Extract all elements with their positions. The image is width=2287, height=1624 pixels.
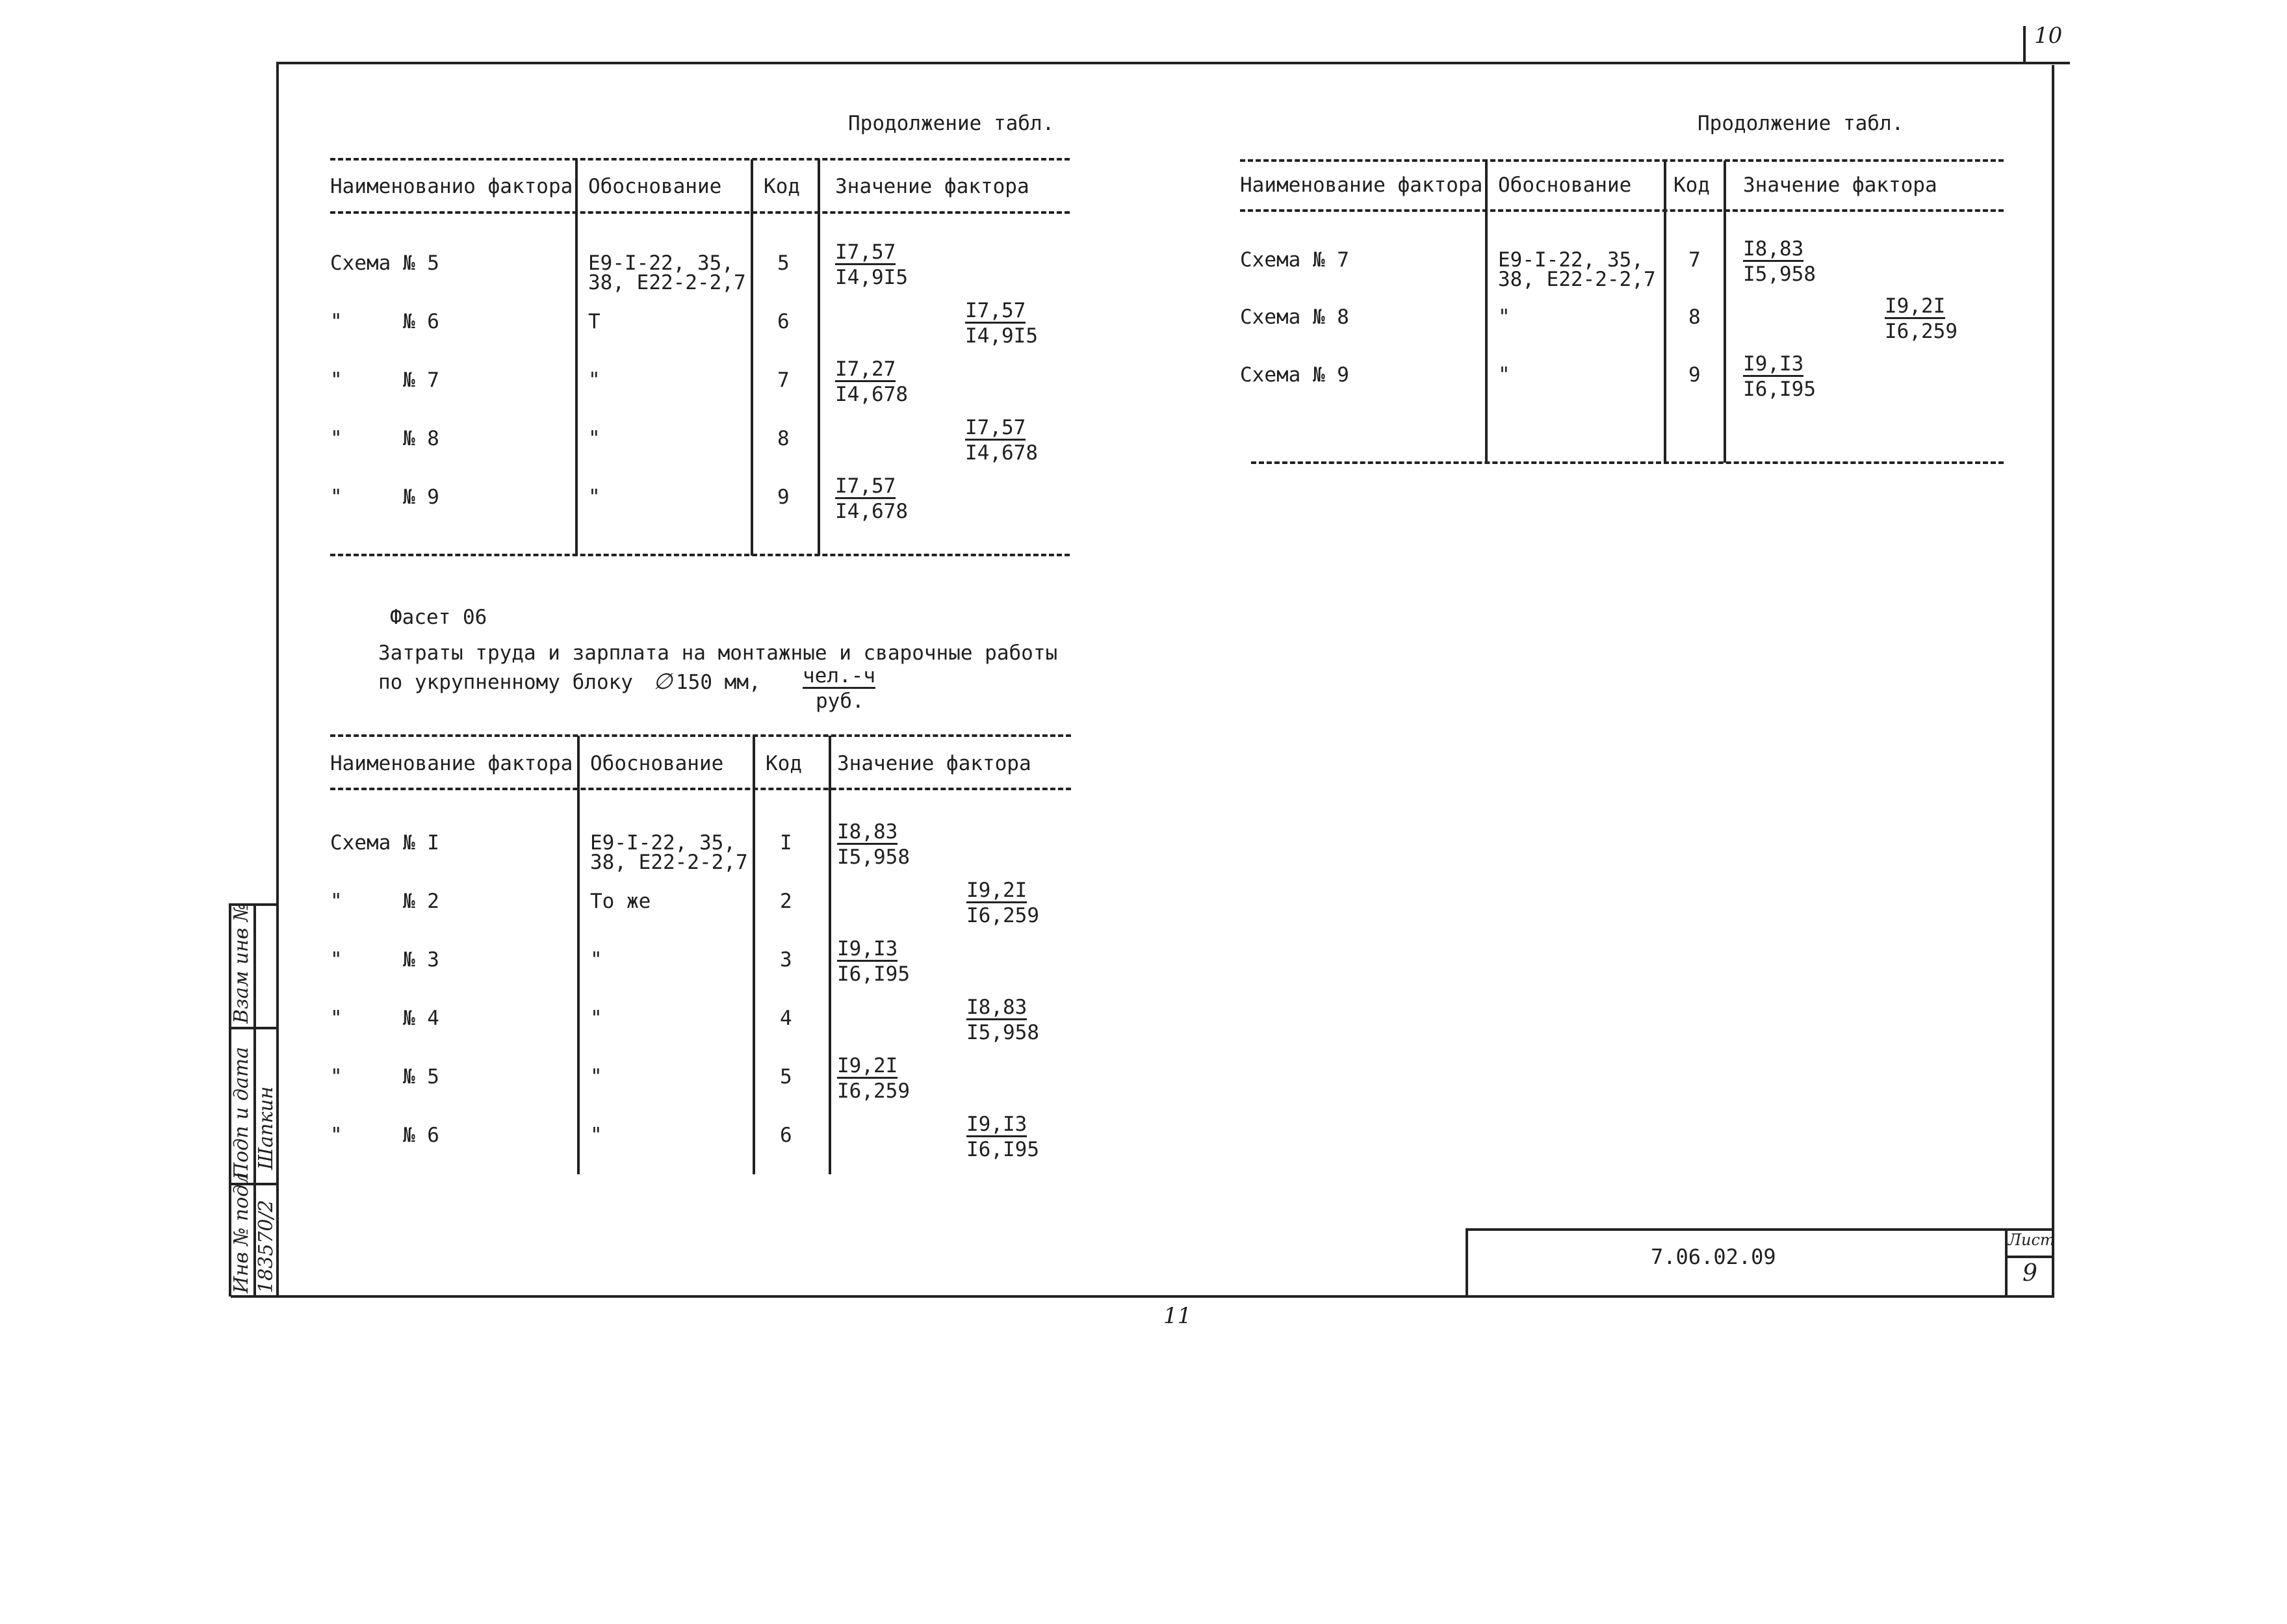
left-table-2-header-basis: Обоснование: [590, 752, 724, 775]
row-name: " № 3: [330, 948, 439, 972]
row-code: 7: [777, 368, 790, 392]
left-table-1-header-code: Код: [764, 175, 800, 198]
row-basis: Е9-I-22, 35,: [1498, 248, 1644, 272]
row-name: Схема № 7: [1240, 248, 1349, 272]
stamp-sign-label: Подп и дата: [230, 1046, 253, 1179]
row-basis: Е9-I-22, 35,: [590, 831, 736, 855]
row-code: 4: [780, 1007, 792, 1030]
left-table-2-header-name: Наименование фактора: [330, 752, 573, 775]
left-table-1-header-value: Значение фактора: [835, 175, 1029, 198]
row-basis-2: 38, Е22-2-2,7: [588, 271, 746, 294]
row-basis: ": [590, 1065, 602, 1089]
row-name: " № 6: [330, 1124, 439, 1147]
facet-line-1: Затраты труда и зарплата на монтажные и сварочные работы: [378, 641, 1058, 665]
row-name: Схема № 8: [1240, 305, 1349, 329]
bottom-page-number: 11: [1163, 1303, 1192, 1329]
right-table-header-code: Код: [1673, 174, 1710, 197]
row-value: $\frac{I7,57}{I4,678}$: [965, 416, 1038, 465]
row-name: " № 6: [330, 310, 439, 333]
row-name: Схема № I: [330, 831, 439, 855]
row-code: 8: [1688, 305, 1701, 329]
row-value: $\frac{I9,I3}{I6,I95}$: [966, 1113, 1039, 1161]
right-table-header-name: Наименование фактора: [1240, 174, 1483, 197]
row-value: $\frac{I9,2I}{I6,259}$: [966, 879, 1039, 927]
row-basis: Е9-I-22, 35,: [588, 251, 734, 275]
top-page-number: 10: [2034, 23, 2063, 49]
row-name: " № 7: [330, 368, 439, 392]
row-code: 9: [1688, 363, 1701, 387]
row-basis: ": [588, 485, 601, 509]
row-basis: ": [588, 427, 601, 450]
row-name: " № 2: [330, 890, 439, 913]
row-name: " № 5: [330, 1065, 439, 1089]
row-code: 7: [1688, 248, 1701, 272]
facet-title: Фасет 06: [390, 606, 487, 629]
frame-top: [276, 62, 2070, 64]
row-basis: Т: [588, 310, 601, 333]
facet-line-2: по укрупненному блоку: [378, 671, 633, 694]
row-name: " № 4: [330, 1007, 439, 1030]
right-table-header-basis: Обоснование: [1498, 174, 1632, 197]
left-table-1-header-name: Наименованио фактора: [330, 175, 573, 198]
document-code: 7.06.02.09: [1651, 1244, 1776, 1269]
row-basis: То же: [590, 890, 651, 913]
left-table-2-header-value: Значение фактора: [837, 752, 1031, 775]
right-table-header-value: Значение фактора: [1743, 174, 1937, 197]
row-code: 3: [780, 948, 792, 972]
row-value: $\frac{I9,2I}{I6,259}$: [1885, 294, 1958, 343]
row-code: 5: [777, 251, 790, 275]
row-basis: ": [1498, 363, 1510, 387]
row-name: Схема № 5: [330, 251, 439, 275]
row-code: 6: [780, 1124, 792, 1147]
row-value: $\frac{I7,57}{I4,9I5}$: [965, 299, 1038, 348]
frame-bottom: [231, 1295, 2054, 1298]
stamp-inv-value: 183570/2: [255, 1200, 278, 1293]
row-value: $\frac{I8,83}{I5,958}$: [966, 996, 1039, 1044]
left-table-1-header-basis: Обоснование: [588, 175, 722, 198]
row-value: $\frac{I7,57}{I4,678}$: [835, 474, 908, 523]
sheet-label: Лист: [2008, 1231, 2055, 1249]
row-basis: ": [590, 1007, 602, 1030]
row-value: $\frac{I7,27}{I4,678}$: [835, 357, 908, 406]
row-value: $\frac{I8,83}{I5,958}$: [1743, 237, 1816, 286]
row-code: 5: [780, 1065, 792, 1089]
row-code: 2: [780, 890, 792, 913]
right-table-caption: Продолжение табл.: [1698, 112, 1904, 135]
row-code: 9: [777, 485, 790, 509]
left-table-1-caption: Продолжение табл.: [848, 112, 1055, 135]
row-name: " № 9: [330, 485, 439, 509]
row-basis: ": [590, 948, 602, 972]
stamp-replace-label: Взам инв №: [230, 903, 253, 1024]
diameter-symbol: ∅: [653, 669, 673, 695]
sheet-number: 9: [2022, 1260, 2037, 1287]
stamp-inv-label: Инв № подл: [230, 1172, 253, 1293]
row-basis: ": [590, 1124, 602, 1147]
facet-size: 150 мм,: [676, 671, 761, 694]
row-name: Схема № 9: [1240, 363, 1349, 387]
row-code: I: [780, 831, 792, 855]
row-code: 6: [777, 310, 790, 333]
left-table-2-header-code: Код: [766, 752, 802, 775]
facet-unit: чел.-ч руб.: [803, 664, 875, 713]
row-value: $\frac{I9,I3}{I6,I95}$: [1743, 352, 1816, 401]
row-code: 8: [777, 427, 790, 450]
row-value: $\frac{I9,I3}{I6,I95}$: [837, 937, 910, 986]
row-basis-2: 38, Е22-2-2,7: [590, 851, 748, 874]
row-basis-2: 38, Е22-2-2,7: [1498, 268, 1656, 291]
row-value: $\frac{I8,83}{I5,958}$: [837, 820, 910, 869]
stamp-sign-value: Шапкин: [255, 1086, 278, 1170]
row-name: " № 8: [330, 427, 439, 450]
row-value: $\frac{I7,57}{I4,9I5}$: [835, 240, 908, 289]
frame-right: [2052, 65, 2054, 1296]
top-number-tick: [2023, 26, 2026, 64]
row-value: $\frac{I9,2I}{I6,259}$: [837, 1054, 910, 1103]
row-basis: ": [1498, 305, 1510, 329]
row-basis: ": [588, 368, 601, 392]
